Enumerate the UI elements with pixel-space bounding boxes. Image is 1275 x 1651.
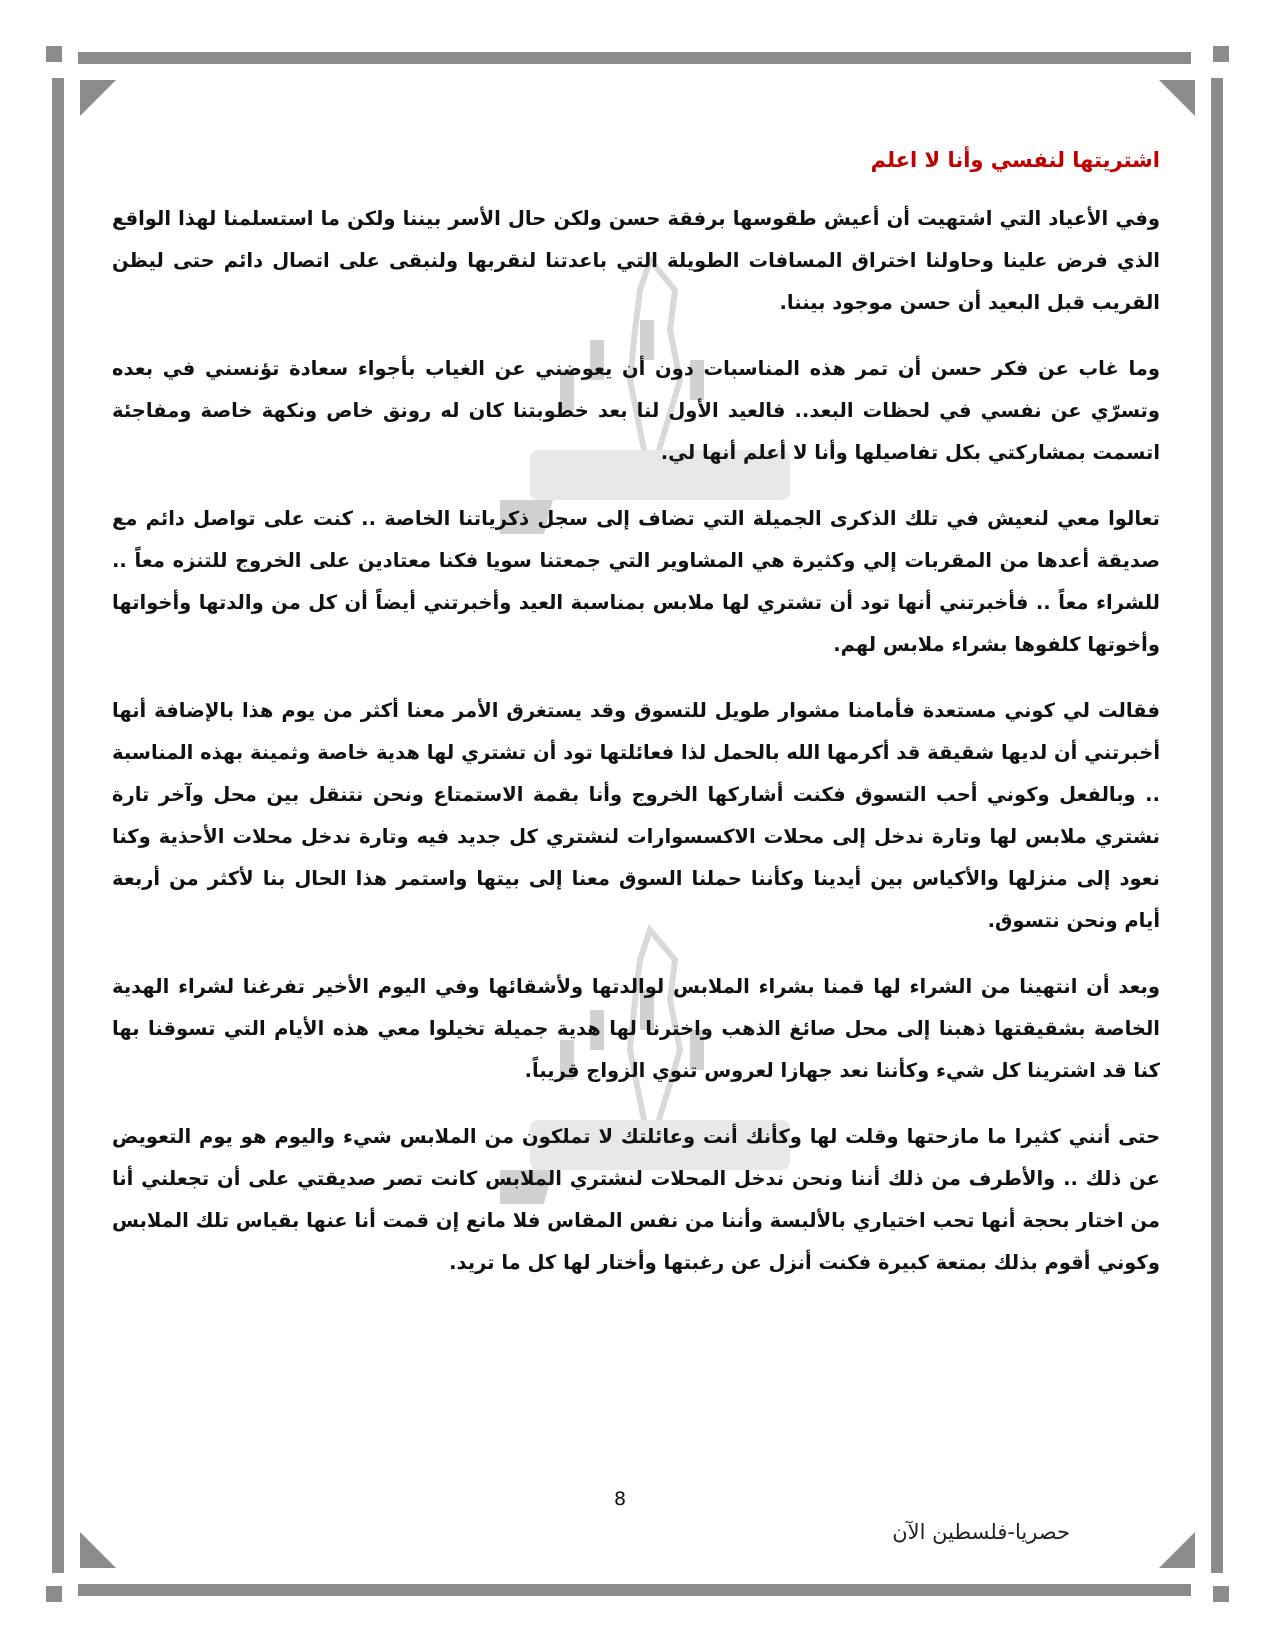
paragraph: حتى أنني كثيرا ما مازحتها وقلت لها وكأنك أنت وعائلتك لا تملكون من الملابس شيء واليوم هو يوم التعويض عن ذلك .. والأطرف من ذلك أننا ونحن ندخل المحلات لنشتري الملابس كانت تصر صديقتي على أن تجعلني أنا من اختار بحجة أنها تحب اختياري بالألبسة وأننا من نفس المقاس فلا مانع إن قمت أنا عنها بقياس تلك الملابس وكوني أقوم بذلك بمتعة كبيرة فكنت أنزل عن رغبتها وأختار لها كل ما تريد.: [112, 1125, 1160, 1274]
paragraph: وما غاب عن فكر حسن أن تمر هذه المناسبات دون أن يعوضني عن الغياب بأجواء سعادة تؤنسني في بعده وتسرّي عن نفسي في لحظات البعد.. فالعيد الأول لنا بعد خطوبتنا كان له رونق خاص ونكهة خاصة ومفاجئة اتسمت بمشاركتي بكل تفاصيلها وأنا لا أعلم أنها لي.: [112, 357, 1160, 464]
corner-triangle-icon: [1159, 1532, 1195, 1568]
corner-triangle-icon: [80, 80, 116, 116]
frame-top-bar: [78, 52, 1191, 64]
frame-bottom-bar: [78, 1584, 1191, 1596]
frame-right-bar: [1211, 78, 1223, 1573]
footer-text: حصريا-فلسطين الآن: [892, 1520, 1070, 1544]
frame-corner-square: [46, 1586, 62, 1602]
frame-corner-square: [46, 46, 62, 62]
frame-corner-square: [1213, 1586, 1229, 1602]
document-body: [112, 140, 1160, 1308]
page-number: 8: [613, 1488, 627, 1510]
corner-triangle-icon: [80, 1532, 116, 1568]
paragraph: وبعد أن انتهينا من الشراء لها قمنا بشراء الملابس لوالدتها ولأشقائها وفي اليوم الأخير تفرغنا لشراء الهدية الخاصة بشقيقتها ذهبنا إلى محل صائغ الذهب واخترنا لها هدية جميلة تخيلوا معي هذه الأيام التي تسوقنا بها كنا قد اشترينا كل شيء وكأننا نعد جهازا لعروس تنوي الزواج قريباً.: [112, 975, 1160, 1082]
frame-left-bar: [52, 78, 64, 1573]
article-title: اشتريتها لنفسي وأنا لا اعلم: [870, 148, 1160, 172]
corner-triangle-icon: [1159, 80, 1195, 116]
paragraph: وفي الأعياد التي اشتهيت أن أعيش طقوسها برفقة حسن ولكن حال الأسر بيننا ولكن ما استسلمنا لهذا الواقع الذي فرض علينا وحاولنا اختراق المسافات الطويلة التي باعدتنا لنقربها ولنبقى على اتصال دائم حتى ليظن القريب قبل البعيد أن حسن موجود بيننا.: [112, 207, 1160, 314]
paragraph: فقالت لي كوني مستعدة فأمامنا مشوار طويل للتسوق وقد يستغرق الأمر معنا أكثر من يوم هذا بالإضافة أنها أخبرتني أن لديها شقيقة قد أكرمها الله بالحمل لذا فعائلتها تود أن تشتري لها هدية خاصة وثمينة بهذه المناسبة .. وبالفعل وكوني أحب التسوق فكنت أشاركها الخروج وأنا بقمة الاستمتاع ونحن نتنقل بين محل وآخر تارة نشتري ملابس لها وتارة ندخل إلى محلات الاكسسوارات لنشتري كل جديد فيه وتارة ندخل محلات الأحذية وكنا نعود إلى منزلها والأكياس بين أيدينا وكأننا حملنا السوق معنا إلى بيتها واستمر هذا الحال بنا لأكثر من أربعة أيام ونحن نتسوق.: [112, 699, 1160, 932]
paragraph: تعالوا معي لنعيش في تلك الذكرى الجميلة التي تضاف إلى سجل ذكرياتنا الخاصة .. كنت على تواصل دائم مع صديقة أعدها من المقربات إلي وكثيرة هي المشاوير التي جمعتنا سويا فكنا معتادين على الخروج للتنزه معاً .. للشراء معاً .. فأخبرتني أنها تود أن تشتري لها ملابس بمناسبة العيد وأخبرتني أيضاً أن كل من والدتها وأخواتها وأخوتها كلفوها بشراء ملابس لهم.: [112, 507, 1160, 656]
frame-corner-square: [1213, 46, 1229, 62]
